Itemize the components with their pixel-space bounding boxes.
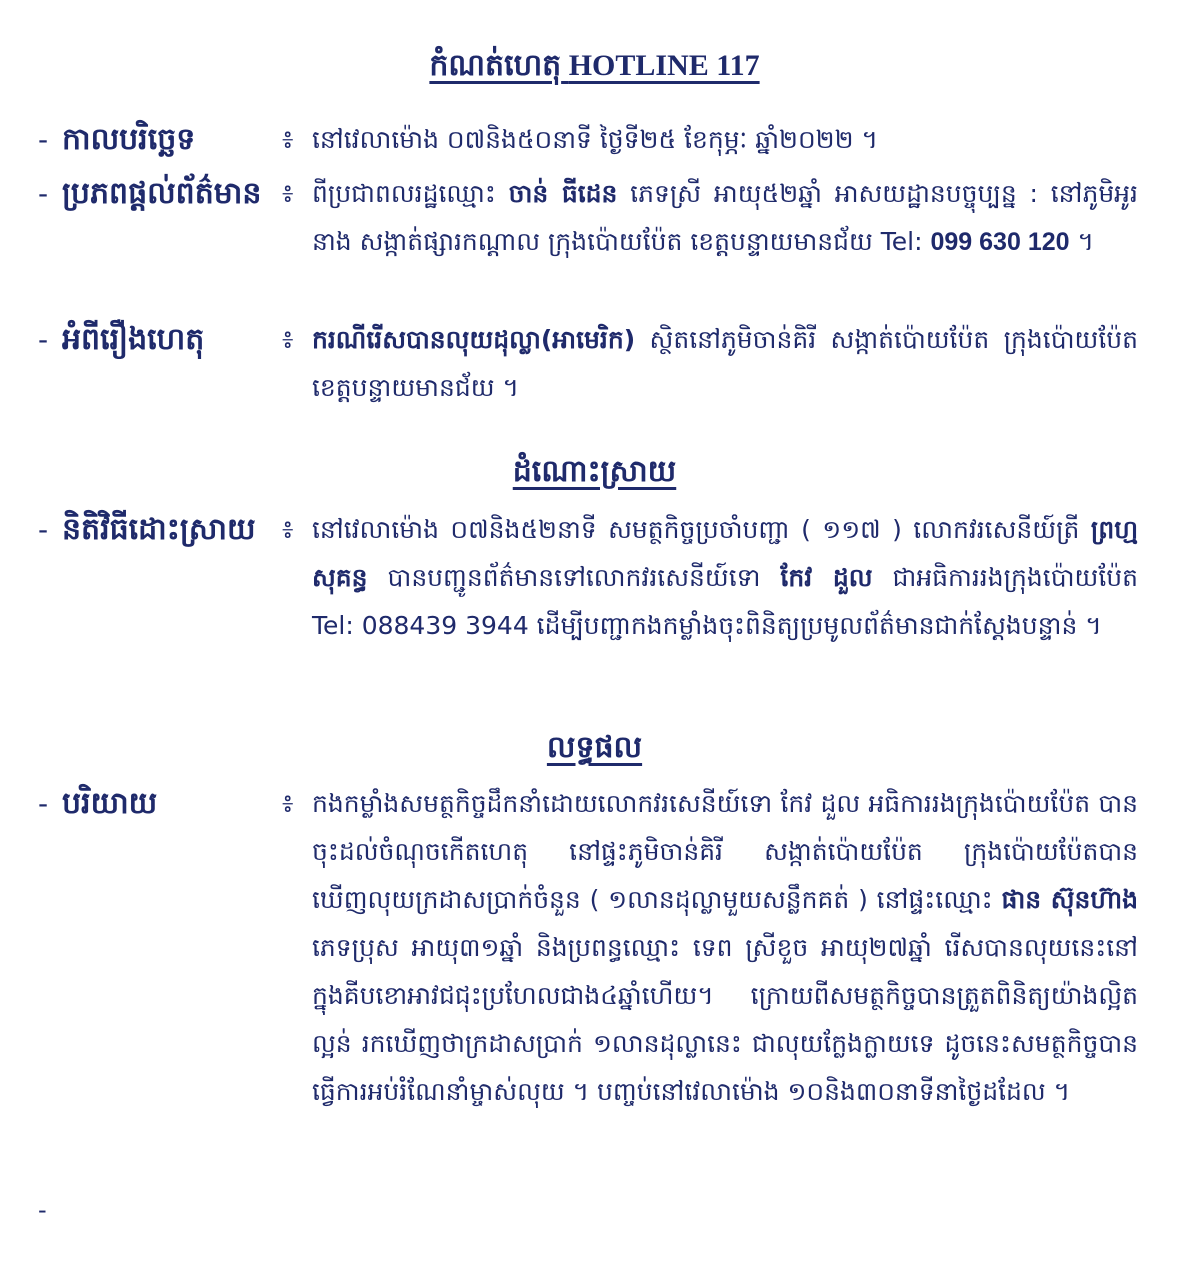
incident-colon: ៖: [282, 325, 294, 355]
bullet-dash: -: [38, 177, 49, 210]
description-label: បរិយាយ: [62, 786, 158, 821]
procedure-colon: ៖: [282, 515, 294, 545]
date-label: កាលបរិច្ឆេទ: [62, 122, 196, 157]
date-text: នៅវេលាម៉ោង ០៧និង៥០នាទី ថ្ងៃទី២៥ ខែកុម្ភៈ ឆ្នាំ២០២២ ។: [312, 125, 878, 154]
bullet-dash: -: [38, 787, 49, 820]
bullet-dash: -: [38, 513, 49, 546]
procedure-text: [312, 506, 1138, 650]
bullet-dash: -: [38, 323, 49, 356]
source-colon: ៖: [282, 179, 294, 209]
source-text-c: ។: [1069, 227, 1094, 256]
date-colon: ៖: [282, 125, 294, 155]
description-name: ផាន ស៊ុនហ៊ាង: [1001, 885, 1138, 914]
incident-text: [312, 316, 1138, 412]
source-label: ប្រភពផ្តល់ព័ត៌មាន: [62, 176, 262, 211]
description-colon: ៖: [282, 789, 294, 819]
procedure-text-b: បានបញ្ជូនព័ត៌មានទៅលោកវរសេនីយ៍ទោ: [367, 563, 781, 592]
procedure-name1: ព្រហ្ម សុគន្ធ: [312, 515, 1138, 592]
description-text-a: កងកម្លាំងសមត្ថកិច្ចដឹកនាំដោយលោកវរសេនីយ៍ទោ កែវ ដួល អធិការរងក្រុងប៉ោយប៉ែត បានចុះដល់ចំណុចកើតហេតុ នៅផ្ទះភូមិចាន់គិរី សង្កាត់ប៉ោយប៉ែត ក្រុងប៉ោយប៉ែតបានឃើញលុយក្រដាសប្រាក់ចំនួន ( ១លានដុល្លាមួយសន្លឹកគត់ ) នៅផ្ទះឈ្មោះ: [312, 789, 1138, 914]
report-title: [0, 46, 1189, 90]
source-text-b: ភេទស្រី អាយុ៥២ឆ្នាំ អាសយដ្ឋានបច្ចុប្បន្ន : នៅភូមិអូរនាង សង្កាត់ផ្សារកណ្តាល ក្រុងប៉ោយប៉ែត ខេត្តបន្ទាយមានជ័យ Tel:: [312, 179, 1138, 256]
bullet-dash: -: [38, 123, 49, 156]
description-text: [312, 780, 1138, 1116]
section-heading-result: លទ្ធផល: [546, 731, 643, 764]
source-text: [312, 170, 1138, 266]
procedure-text-c: ជាអធិការរងក្រុងប៉ោយប៉ែត Tel: 088439 3944 ដើម្បីបញ្ជាកងកម្លាំងចុះពិនិត្យប្រមូលព័ត៌មានជាក់ស្តែងបន្ទាន់ ។: [312, 563, 1138, 640]
procedure-text-a: នៅវេលាម៉ោង ០៧និង៥២នាទី សមត្ថកិច្ចប្រចាំបញ្ជា ( ១១៧ ) លោកវរសេនីយ៍ត្រី: [312, 515, 1091, 544]
source-name: ចាន់ ធីដេន: [508, 179, 618, 208]
report-title-khmer: កំណត់ហេតុ: [429, 49, 562, 82]
section-heading-resolution: ដំណោះស្រាយ: [512, 455, 677, 488]
procedure-name2: កែវ ដួល: [780, 563, 873, 592]
incident-text-rest: ស្ថិតនៅភូមិចាន់គិរី សង្កាត់ប៉ោយប៉ែត ក្រុងប៉ោយប៉ែតខេត្តបន្ទាយមានជ័យ ។: [312, 325, 1138, 402]
procedure-label: និតិវិធីដោះស្រាយ: [62, 512, 256, 547]
trailing-dash: -: [38, 1196, 47, 1224]
description-text-b: ភេទប្រុស អាយុ៣១ឆ្នាំ និងប្រពន្ធឈ្មោះ ទេព ស្រីខួច អាយុ២៧ឆ្នាំ រើសបានលុយនេះនៅក្នុងគីបខោអាវជជុះប្រហែលជាង៤ឆ្នាំហើយ។ ក្រោយពីសមត្ថកិច្ចបានត្រួតពិនិត្យយ៉ាងល្អិតល្អន់ រកឃើញថាក្រដាសប្រាក់ ១លានដុល្លានេះ ជាលុយក្លែងក្លាយទេ ដូចនេះសមត្ថកិច្ចបានធ្វើការអប់រំណែនាំម្ចាស់លុយ ។ បញ្ចប់នៅវេលាម៉ោង ១០និង៣០នាទីនាថ្ងៃដដែល ។: [312, 933, 1138, 1106]
report-title-hotline: HOTLINE 117: [568, 49, 760, 82]
source-phone: 099 630 120: [930, 228, 1070, 256]
incident-bold: ករណីរើសបានលុយដុល្លា(អាមេរិក): [312, 325, 636, 354]
incident-label: អំពីរឿងហេតុ: [62, 322, 205, 357]
source-text-a: ពីប្រជាពលរដ្ឋឈ្មោះ: [312, 179, 509, 208]
